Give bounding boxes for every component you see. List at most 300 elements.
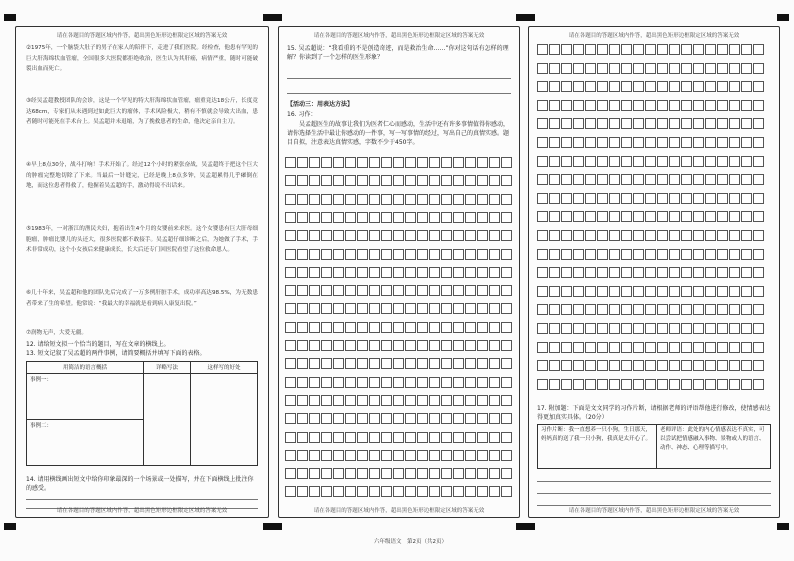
grid-cell[interactable] (429, 340, 440, 351)
grid-cell[interactable] (753, 156, 764, 167)
grid-cell[interactable] (357, 358, 368, 369)
grid-cell[interactable] (537, 156, 548, 167)
grid-cell[interactable] (681, 230, 692, 241)
grid-cell[interactable] (501, 413, 512, 424)
grid-cell[interactable] (705, 230, 716, 241)
grid-cell[interactable] (321, 468, 332, 479)
grid-cell[interactable] (501, 285, 512, 296)
grid-cell[interactable] (417, 413, 428, 424)
grid-row[interactable] (537, 100, 764, 111)
grid-cell[interactable] (741, 249, 752, 260)
grid-cell[interactable] (465, 395, 476, 406)
grid-cell[interactable] (717, 81, 728, 92)
grid-cell[interactable] (693, 100, 704, 111)
grid-cell[interactable] (717, 249, 728, 260)
grid-cell[interactable] (285, 194, 296, 205)
answer-line[interactable] (537, 493, 771, 494)
grid-cell[interactable] (297, 377, 308, 388)
grid-cell[interactable] (345, 432, 356, 443)
grid-cell[interactable] (333, 303, 344, 314)
grid-cell[interactable] (753, 379, 764, 390)
grid-cell[interactable] (597, 379, 608, 390)
grid-cell[interactable] (429, 157, 440, 168)
grid-cell[interactable] (669, 342, 680, 353)
grid-row[interactable] (537, 267, 764, 278)
grid-cell[interactable] (549, 156, 560, 167)
grid-cell[interactable] (429, 432, 440, 443)
grid-cell[interactable] (573, 304, 584, 315)
grid-cell[interactable] (489, 358, 500, 369)
grid-cell[interactable] (429, 486, 440, 497)
grid-cell[interactable] (453, 157, 464, 168)
grid-cell[interactable] (717, 267, 728, 278)
grid-cell[interactable] (357, 395, 368, 406)
grid-cell[interactable] (693, 193, 704, 204)
grid-cell[interactable] (657, 174, 668, 185)
grid-cell[interactable] (429, 303, 440, 314)
grid-cell[interactable] (609, 249, 620, 260)
grid-cell[interactable] (477, 194, 488, 205)
grid-cell[interactable] (405, 194, 416, 205)
grid-cell[interactable] (453, 212, 464, 223)
grid-cell[interactable] (465, 358, 476, 369)
grid-cell[interactable] (393, 468, 404, 479)
grid-cell[interactable] (597, 100, 608, 111)
grid-cell[interactable] (369, 194, 380, 205)
grid-cell[interactable] (441, 157, 452, 168)
grid-cell[interactable] (321, 395, 332, 406)
grid-cell[interactable] (333, 322, 344, 333)
grid-cell[interactable] (441, 358, 452, 369)
grid-cell[interactable] (729, 100, 740, 111)
grid-cell[interactable] (393, 377, 404, 388)
grid-cell[interactable] (585, 174, 596, 185)
grid-cell[interactable] (669, 286, 680, 297)
grid-cell[interactable] (669, 230, 680, 241)
grid-cell[interactable] (477, 340, 488, 351)
grid-cell[interactable] (717, 156, 728, 167)
grid-cell[interactable] (621, 323, 632, 334)
grid-row[interactable] (537, 211, 764, 222)
grid-cell[interactable] (381, 486, 392, 497)
grid-row[interactable] (285, 395, 512, 406)
grid-cell[interactable] (369, 432, 380, 443)
grid-cell[interactable] (321, 285, 332, 296)
grid-cell[interactable] (381, 175, 392, 186)
grid-cell[interactable] (693, 230, 704, 241)
grid-cell[interactable] (729, 342, 740, 353)
grid-cell[interactable] (573, 100, 584, 111)
grid-cell[interactable] (621, 100, 632, 111)
grid-cell[interactable] (537, 137, 548, 148)
grid-cell[interactable] (693, 379, 704, 390)
grid-cell[interactable] (645, 137, 656, 148)
grid-cell[interactable] (309, 486, 320, 497)
grid-cell[interactable] (693, 137, 704, 148)
answer-line[interactable] (26, 499, 258, 500)
grid-cell[interactable] (417, 303, 428, 314)
grid-cell[interactable] (573, 230, 584, 241)
grid-cell[interactable] (717, 323, 728, 334)
grid-cell[interactable] (285, 285, 296, 296)
grid-cell[interactable] (705, 267, 716, 278)
grid-cell[interactable] (753, 211, 764, 222)
grid-cell[interactable] (309, 249, 320, 260)
grid-cell[interactable] (429, 212, 440, 223)
grid-cell[interactable] (561, 174, 572, 185)
grid-cell[interactable] (429, 267, 440, 278)
grid-cell[interactable] (609, 230, 620, 241)
grid-cell[interactable] (741, 267, 752, 278)
grid-cell[interactable] (633, 100, 644, 111)
grid-cell[interactable] (705, 211, 716, 222)
grid-cell[interactable] (429, 322, 440, 333)
grid-cell[interactable] (393, 413, 404, 424)
grid-cell[interactable] (705, 81, 716, 92)
grid-row[interactable] (285, 432, 512, 443)
grid-cell[interactable] (585, 100, 596, 111)
grid-cell[interactable] (501, 175, 512, 186)
grid-cell[interactable] (633, 286, 644, 297)
grid-cell[interactable] (489, 175, 500, 186)
grid-cell[interactable] (321, 212, 332, 223)
grid-cell[interactable] (417, 175, 428, 186)
grid-cell[interactable] (561, 81, 572, 92)
grid-cell[interactable] (333, 377, 344, 388)
grid-cell[interactable] (309, 468, 320, 479)
grid-cell[interactable] (441, 303, 452, 314)
grid-row[interactable] (537, 304, 764, 315)
grid-cell[interactable] (621, 193, 632, 204)
grid-cell[interactable] (333, 267, 344, 278)
grid-cell[interactable] (321, 267, 332, 278)
grid-cell[interactable] (321, 249, 332, 260)
grid-cell[interactable] (297, 267, 308, 278)
grid-cell[interactable] (561, 100, 572, 111)
grid-cell[interactable] (537, 100, 548, 111)
grid-cell[interactable] (429, 358, 440, 369)
grid-cell[interactable] (477, 249, 488, 260)
grid-cell[interactable] (501, 194, 512, 205)
grid-row[interactable] (537, 230, 764, 241)
grid-cell[interactable] (357, 413, 368, 424)
grid-cell[interactable] (561, 44, 572, 55)
grid-cell[interactable] (429, 230, 440, 241)
grid-cell[interactable] (477, 322, 488, 333)
grid-cell[interactable] (741, 323, 752, 334)
grid-cell[interactable] (657, 137, 668, 148)
grid-cell[interactable] (345, 358, 356, 369)
grid-cell[interactable] (561, 323, 572, 334)
grid-cell[interactable] (585, 156, 596, 167)
grid-cell[interactable] (369, 285, 380, 296)
grid-cell[interactable] (597, 137, 608, 148)
grid-cell[interactable] (573, 267, 584, 278)
grid-cell[interactable] (573, 211, 584, 222)
grid-cell[interactable] (561, 118, 572, 129)
grid-cell[interactable] (645, 230, 656, 241)
grid-cell[interactable] (393, 230, 404, 241)
grid-cell[interactable] (573, 342, 584, 353)
grid-cell[interactable] (693, 249, 704, 260)
grid-cell[interactable] (549, 211, 560, 222)
grid-cell[interactable] (381, 395, 392, 406)
grid-cell[interactable] (381, 267, 392, 278)
grid-cell[interactable] (705, 63, 716, 74)
grid-cell[interactable] (681, 137, 692, 148)
grid-cell[interactable] (453, 175, 464, 186)
grid-cell[interactable] (333, 285, 344, 296)
table-cell[interactable] (191, 374, 258, 466)
grid-cell[interactable] (417, 267, 428, 278)
grid-cell[interactable] (621, 63, 632, 74)
grid-cell[interactable] (333, 486, 344, 497)
grid-cell[interactable] (453, 340, 464, 351)
grid-cell[interactable] (693, 156, 704, 167)
grid-cell[interactable] (405, 432, 416, 443)
grid-cell[interactable] (561, 304, 572, 315)
grid-cell[interactable] (321, 322, 332, 333)
grid-cell[interactable] (621, 211, 632, 222)
grid-cell[interactable] (549, 323, 560, 334)
grid-cell[interactable] (357, 267, 368, 278)
grid-cell[interactable] (669, 63, 680, 74)
grid-cell[interactable] (597, 193, 608, 204)
grid-cell[interactable] (393, 157, 404, 168)
grid-cell[interactable] (489, 194, 500, 205)
grid-cell[interactable] (405, 413, 416, 424)
grid-cell[interactable] (417, 486, 428, 497)
grid-cell[interactable] (753, 63, 764, 74)
grid-cell[interactable] (741, 193, 752, 204)
grid-cell[interactable] (369, 358, 380, 369)
grid-cell[interactable] (321, 230, 332, 241)
grid-cell[interactable] (489, 413, 500, 424)
grid-cell[interactable] (285, 432, 296, 443)
grid-cell[interactable] (597, 156, 608, 167)
grid-cell[interactable] (537, 81, 548, 92)
grid-cell[interactable] (297, 322, 308, 333)
grid-cell[interactable] (405, 395, 416, 406)
grid-cell[interactable] (657, 360, 668, 371)
grid-cell[interactable] (369, 377, 380, 388)
grid-cell[interactable] (561, 63, 572, 74)
grid-cell[interactable] (537, 286, 548, 297)
grid-cell[interactable] (333, 157, 344, 168)
grid-cell[interactable] (465, 230, 476, 241)
grid-cell[interactable] (633, 174, 644, 185)
grid-cell[interactable] (345, 395, 356, 406)
grid-cell[interactable] (417, 157, 428, 168)
grid-cell[interactable] (309, 157, 320, 168)
grid-cell[interactable] (741, 286, 752, 297)
grid-cell[interactable] (297, 450, 308, 461)
grid-cell[interactable] (621, 81, 632, 92)
grid-cell[interactable] (417, 285, 428, 296)
grid-cell[interactable] (489, 395, 500, 406)
grid-cell[interactable] (417, 322, 428, 333)
grid-cell[interactable] (549, 304, 560, 315)
grid-cell[interactable] (549, 379, 560, 390)
grid-cell[interactable] (285, 395, 296, 406)
grid-cell[interactable] (669, 44, 680, 55)
grid-cell[interactable] (453, 285, 464, 296)
grid-cell[interactable] (453, 358, 464, 369)
grid-cell[interactable] (669, 118, 680, 129)
grid-cell[interactable] (381, 194, 392, 205)
grid-cell[interactable] (561, 211, 572, 222)
grid-cell[interactable] (417, 432, 428, 443)
grid-cell[interactable] (705, 156, 716, 167)
grid-cell[interactable] (309, 175, 320, 186)
grid-cell[interactable] (321, 303, 332, 314)
grid-cell[interactable] (405, 249, 416, 260)
grid-cell[interactable] (717, 118, 728, 129)
grid-cell[interactable] (453, 486, 464, 497)
grid-cell[interactable] (489, 432, 500, 443)
grid-cell[interactable] (621, 230, 632, 241)
grid-cell[interactable] (309, 322, 320, 333)
grid-cell[interactable] (501, 358, 512, 369)
grid-cell[interactable] (633, 267, 644, 278)
grid-cell[interactable] (477, 358, 488, 369)
grid-row[interactable] (537, 63, 764, 74)
grid-cell[interactable] (693, 342, 704, 353)
grid-cell[interactable] (657, 230, 668, 241)
grid-cell[interactable] (597, 81, 608, 92)
grid-cell[interactable] (357, 468, 368, 479)
grid-cell[interactable] (405, 157, 416, 168)
grid-cell[interactable] (681, 304, 692, 315)
grid-cell[interactable] (501, 486, 512, 497)
grid-cell[interactable] (753, 174, 764, 185)
grid-cell[interactable] (441, 468, 452, 479)
grid-cell[interactable] (357, 322, 368, 333)
grid-cell[interactable] (669, 211, 680, 222)
grid-row[interactable] (285, 285, 512, 296)
grid-cell[interactable] (369, 413, 380, 424)
grid-cell[interactable] (597, 44, 608, 55)
grid-cell[interactable] (357, 285, 368, 296)
grid-cell[interactable] (417, 212, 428, 223)
grid-cell[interactable] (609, 211, 620, 222)
grid-cell[interactable] (549, 63, 560, 74)
grid-cell[interactable] (297, 395, 308, 406)
grid-cell[interactable] (537, 342, 548, 353)
grid-cell[interactable] (345, 230, 356, 241)
grid-cell[interactable] (657, 211, 668, 222)
grid-cell[interactable] (321, 432, 332, 443)
grid-cell[interactable] (585, 379, 596, 390)
grid-cell[interactable] (477, 450, 488, 461)
grid-cell[interactable] (633, 342, 644, 353)
grid-cell[interactable] (405, 486, 416, 497)
grid-cell[interactable] (741, 137, 752, 148)
grid-cell[interactable] (657, 44, 668, 55)
grid-cell[interactable] (441, 340, 452, 351)
grid-cell[interactable] (693, 267, 704, 278)
grid-cell[interactable] (501, 303, 512, 314)
grid-cell[interactable] (729, 137, 740, 148)
grid-cell[interactable] (621, 304, 632, 315)
grid-cell[interactable] (741, 44, 752, 55)
grid-cell[interactable] (585, 230, 596, 241)
grid-cell[interactable] (357, 212, 368, 223)
grid-cell[interactable] (465, 303, 476, 314)
grid-cell[interactable] (501, 377, 512, 388)
grid-cell[interactable] (681, 100, 692, 111)
grid-cell[interactable] (285, 340, 296, 351)
grid-cell[interactable] (573, 63, 584, 74)
grid-cell[interactable] (441, 212, 452, 223)
grid-cell[interactable] (621, 249, 632, 260)
grid-cell[interactable] (429, 377, 440, 388)
grid-cell[interactable] (489, 468, 500, 479)
grid-cell[interactable] (717, 44, 728, 55)
grid-cell[interactable] (309, 285, 320, 296)
grid-cell[interactable] (501, 432, 512, 443)
grid-cell[interactable] (405, 322, 416, 333)
grid-cell[interactable] (309, 340, 320, 351)
grid-cell[interactable] (537, 249, 548, 260)
grid-cell[interactable] (729, 379, 740, 390)
grid-cell[interactable] (405, 377, 416, 388)
grid-cell[interactable] (681, 249, 692, 260)
grid-cell[interactable] (753, 230, 764, 241)
grid-cell[interactable] (285, 230, 296, 241)
grid-cell[interactable] (333, 175, 344, 186)
grid-cell[interactable] (657, 63, 668, 74)
grid-cell[interactable] (597, 360, 608, 371)
grid-cell[interactable] (609, 81, 620, 92)
grid-cell[interactable] (357, 377, 368, 388)
grid-cell[interactable] (417, 230, 428, 241)
grid-cell[interactable] (405, 450, 416, 461)
grid-cell[interactable] (321, 377, 332, 388)
grid-row[interactable] (537, 81, 764, 92)
grid-row[interactable] (537, 118, 764, 129)
grid-cell[interactable] (333, 194, 344, 205)
grid-cell[interactable] (501, 468, 512, 479)
grid-cell[interactable] (633, 156, 644, 167)
grid-cell[interactable] (669, 267, 680, 278)
grid-cell[interactable] (681, 81, 692, 92)
grid-cell[interactable] (297, 249, 308, 260)
grid-cell[interactable] (633, 118, 644, 129)
grid-cell[interactable] (705, 342, 716, 353)
grid-cell[interactable] (441, 486, 452, 497)
grid-cell[interactable] (321, 450, 332, 461)
grid-cell[interactable] (753, 267, 764, 278)
table-cell[interactable] (144, 374, 191, 466)
grid-cell[interactable] (705, 304, 716, 315)
grid-cell[interactable] (729, 174, 740, 185)
grid-cell[interactable] (573, 249, 584, 260)
grid-cell[interactable] (729, 44, 740, 55)
grid-cell[interactable] (357, 194, 368, 205)
grid-cell[interactable] (501, 340, 512, 351)
grid-cell[interactable] (549, 286, 560, 297)
grid-cell[interactable] (345, 322, 356, 333)
grid-cell[interactable] (645, 304, 656, 315)
grid-cell[interactable] (645, 323, 656, 334)
grid-cell[interactable] (489, 450, 500, 461)
grid-cell[interactable] (573, 118, 584, 129)
grid-cell[interactable] (441, 230, 452, 241)
grid-cell[interactable] (345, 450, 356, 461)
grid-cell[interactable] (381, 340, 392, 351)
grid-cell[interactable] (477, 377, 488, 388)
